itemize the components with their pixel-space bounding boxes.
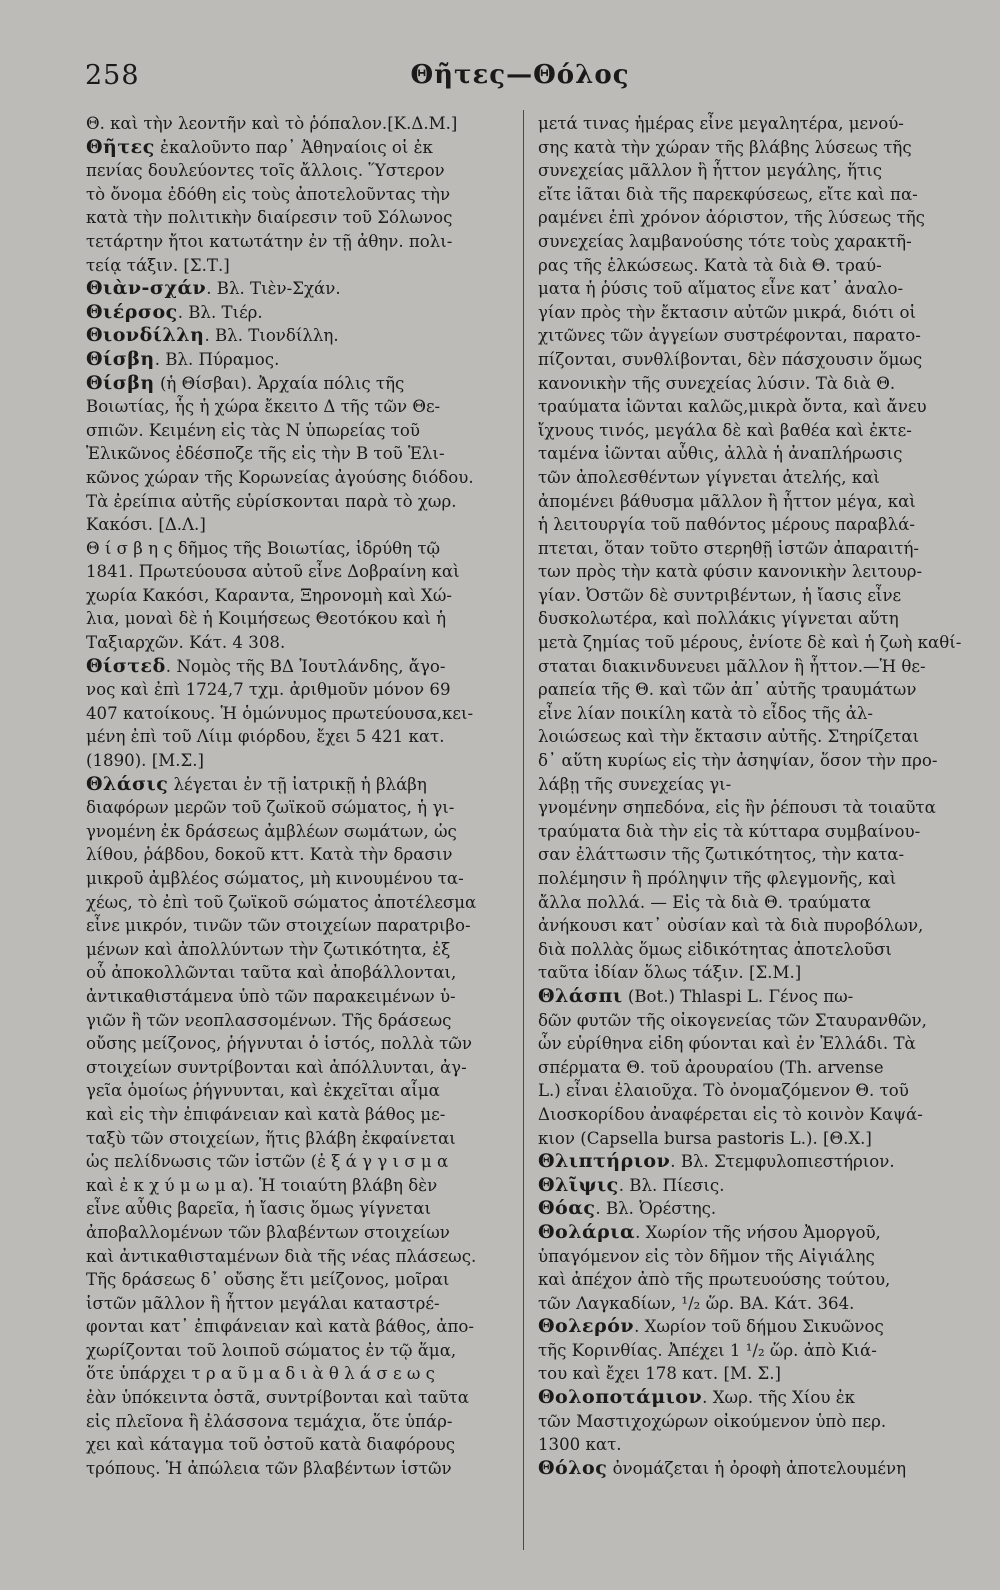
entry-text: νος καὶ ἐπὶ 1724,7 τχμ. ἀριθμοῦν μόνον 69	[86, 680, 451, 700]
text-line	[86, 1056, 512, 1080]
text-line	[86, 985, 512, 1009]
text-line	[538, 961, 962, 985]
text-line	[86, 725, 512, 749]
text-line	[86, 1079, 512, 1103]
entry-text: ταμένα ἰῶνται αὖθις, ἀλλὰ ἡ ἀναπλήρωσις	[538, 444, 903, 464]
text-line	[86, 867, 512, 891]
entry-text: . Βλ. Τιονδίλλη.	[204, 326, 339, 346]
entry-text: οὔσης μείζονος, ῥήγνυται ὁ ἱστός, πολλὰ τῶν	[86, 1034, 472, 1054]
entry-text: γιῶν ἢ τῶν νεοπλασσομένων. Τῆς δράσεως	[86, 1010, 452, 1030]
text-line	[538, 631, 962, 655]
entry-text: των πρὸς τὴν κατὰ φύσιν κανονικὴν λειτουρ-	[538, 562, 923, 582]
entry-text: . Βλ. Τιὲν-Σχάν.	[206, 279, 341, 299]
entry-headword: Θίστεδ	[86, 654, 166, 677]
entry-text: Βοιωτίας, ἧς ἡ χώρα ἔκειτο Δ τῆς τῶν Θε-	[86, 397, 441, 417]
text-line	[538, 725, 962, 749]
entry-text: εἶνε λίαν ποικίλη κατὰ τὸ εἶδος τῆς ἀλ-	[538, 703, 874, 723]
entry-text: Θ. καὶ τὴν λεοντῆν καὶ τὸ ῥόπαλον.[Κ.Δ.Μ.]	[86, 114, 458, 133]
text-line	[538, 1127, 962, 1151]
text-line	[538, 985, 962, 1009]
text-line	[86, 1127, 512, 1151]
entry-text: . Βλ. Τιέρ.	[177, 302, 263, 322]
text-line	[86, 631, 512, 655]
entry-text: ὀνομάζεται ἡ ὀροφὴ ἀποτελουμένη	[607, 1458, 907, 1478]
entry-text: (Bot.) Thlaspi L. Γένος πω-	[622, 986, 854, 1006]
entry-text: γεῖα ὁμοίως ῥήγνυνται, καὶ ἐκχεῖται αἷμα	[86, 1081, 440, 1101]
text-line	[538, 1268, 962, 1292]
entry-text: οὗ ἀποκολλῶνται ταῦτα καὶ ἀποβάλλονται,	[86, 963, 457, 983]
text-line	[538, 891, 962, 915]
text-line	[86, 1009, 512, 1033]
entry-text: γίαν. Ὀστῶν δὲ συντριβέντων, ἡ ἴασις εἶνε	[538, 585, 902, 605]
entry-headword: Θόας	[538, 1197, 596, 1220]
running-head: Θῆτες—Θόλος	[410, 60, 630, 90]
text-line	[538, 324, 962, 348]
entry-text: φονται κατ᾽ ἐπιφάνειαν καὶ κατὰ βάθος, ἀπο-	[86, 1317, 475, 1337]
text-line	[538, 136, 962, 160]
text-line	[538, 1362, 962, 1386]
entry-text: ραμένει ἐπὶ χρόνον ἀόριστον, τῆς λύσεως τῆς	[538, 208, 925, 228]
entry-text: λάβῃ τῆς συνεχείας γι-	[538, 774, 732, 794]
text-line	[538, 230, 962, 254]
entry-text: τῆς Κορινθίας. Ἀπέχει 1 ¹/₂ ὥρ. ἀπὸ Κιά-	[538, 1340, 877, 1360]
entry-text: διὰ πολλὰς ὅμως εἰδικότητας ἀποτελοῦσι	[538, 939, 892, 959]
entry-text: κανονικὴν τῆς συνεχείας λύσιν. Τὰ διὰ Θ.	[538, 373, 896, 393]
text-line	[86, 607, 512, 631]
entry-text: πενίας δουλεύοντες τοῖς ἄλλοις. Ὕστερον	[86, 161, 445, 181]
entry-text: εἴτε ἰᾶται διὰ τῆς παρεκφύσεως, εἴτε καὶ πα-	[538, 184, 918, 204]
text-line	[538, 1150, 962, 1174]
entry-text: ἐκαλοῦντο παρ᾽ Ἀθηναίοις οἱ ἐκ	[154, 137, 433, 157]
text-line	[538, 1174, 962, 1198]
entry-text: σαν ἐλάττωσιν τῆς ζωτικότητος, τὴν κατα-	[538, 845, 905, 865]
text-line	[86, 655, 512, 679]
text-line	[538, 1103, 962, 1127]
text-line	[86, 183, 512, 207]
text-line	[86, 1197, 512, 1221]
text-line	[86, 1433, 512, 1457]
text-line	[538, 1245, 962, 1269]
text-line	[86, 1339, 512, 1363]
text-line	[538, 560, 962, 584]
entry-text: ταξὺ τῶν στοιχείων, ἥτις βλάβη ἐκφαίνεται	[86, 1128, 456, 1148]
text-line	[86, 1292, 512, 1316]
text-line	[538, 1032, 962, 1056]
text-line	[538, 419, 962, 443]
entry-text: σταται διακινδυνευει μᾶλλον ἢ ἧττον.—Ἡ θε-	[538, 656, 926, 676]
entry-text: εἰς πλεῖονα ἢ ἐλάσσονα τεμάχια, ὅτε ὑπάρ-	[86, 1411, 453, 1431]
text-line	[538, 466, 962, 490]
entry-text: τραύματα ἰῶνται καλῶς,μικρὰ ὄντα, καὶ ἄνευ	[538, 397, 927, 417]
text-line	[538, 796, 962, 820]
entry-text: Τὰ ἐρείπια αὐτῆς εὑρίσκονται παρὰ τὸ χωρ.	[86, 491, 457, 511]
text-line	[538, 513, 962, 537]
text-line	[86, 1103, 512, 1127]
entry-text: λοιώσεως καὶ τὴν ἔκτασιν αὐτῆς. Στηρίζεται	[538, 727, 920, 747]
text-line	[538, 1009, 962, 1033]
page-number: 258	[85, 60, 140, 91]
right-column	[538, 112, 962, 1480]
entry-text: Κακόσι. [Δ.Λ.]	[86, 515, 206, 535]
entry-text: χωρία Κακόσι, Καραντα, Ξηρονομὴ καὶ Χώ-	[86, 585, 453, 605]
text-line	[538, 1410, 962, 1434]
text-line	[538, 1386, 962, 1410]
entry-text: δ᾽ αὕτη κυρίως εἰς τὴν ἀσηψίαν, ὅσον τὴν προ-	[538, 751, 938, 771]
text-line	[86, 1245, 512, 1269]
entry-headword: Θλιπτήριον	[538, 1150, 671, 1173]
entry-text: ὧν εὑρίθηνα εἰδη φύονται καὶ ἐν Ἑλλάδι. Τὰ	[538, 1034, 916, 1054]
entry-text: γνομένη ἐκ δράσεως ἀμβλέων σωμάτων, ὡς	[86, 821, 457, 841]
entry-text: . Βλ. Στεμφυλοπιεστήριον.	[670, 1152, 895, 1172]
text-line	[86, 702, 512, 726]
entry-headword: Θίσβη	[86, 371, 155, 394]
text-line	[86, 1315, 512, 1339]
text-line	[538, 206, 962, 230]
left-column	[86, 112, 512, 1480]
text-line	[86, 891, 512, 915]
entry-text: τραύματα διὰ τὴν εἰς τὰ κύτταρα συμβαίνου-	[538, 821, 921, 841]
entry-headword: Θιὰν-σχάν	[86, 277, 207, 300]
entry-text: χει καὶ κάταγμα τοῦ ὀστοῦ κατὰ διαφόρους	[86, 1435, 455, 1455]
entry-text: . Βλ. Ὀρέστης.	[595, 1199, 717, 1219]
text-line	[86, 466, 512, 490]
entry-text: ἴχνους τινός, μεγάλα δὲ καὶ βαθέα καὶ ἐκτε-	[538, 420, 912, 440]
entry-text: Θ ί σ β η ς δῆμος τῆς Βοιωτίας, ἱδρύθη τῷ	[86, 538, 441, 558]
entry-text: . Βλ. Πίεσις.	[618, 1175, 725, 1195]
text-line	[86, 348, 512, 372]
text-line	[86, 372, 512, 396]
entry-text: τῶν Λαγκαδίων, ¹/₂ ὥρ. ΒΑ. Κάτ. 364.	[538, 1293, 855, 1313]
text-line	[538, 348, 962, 372]
text-line	[86, 277, 512, 301]
text-line	[86, 230, 512, 254]
text-line	[538, 678, 962, 702]
text-line	[86, 1386, 512, 1410]
text-line	[86, 584, 512, 608]
entry-text: λίθου, ῥάβδου, δοκοῦ κττ. Κατὰ τὴν δρασιν	[86, 845, 453, 865]
text-line	[86, 820, 512, 844]
entry-text: κατὰ τὴν πολιτικὴν διαίρεσιν τοῦ Σόλωνος	[86, 208, 453, 228]
entry-text: 1300 κατ.	[538, 1435, 622, 1455]
entry-text: πίζονται, συνθλίβονται, δὲν πάσχουσιν ὅμως	[538, 349, 923, 369]
entry-text: 407 κατοίκους. Ἡ ὁμώνυμος πρωτεύουσα,κει-	[86, 703, 474, 723]
entry-text: εἶνε αὖθις βαρεῖα, ἡ ἴασις ὅμως γίγνεται	[86, 1199, 431, 1219]
text-line	[86, 773, 512, 797]
text-line	[86, 560, 512, 584]
entry-headword: Θολάρια	[538, 1220, 636, 1243]
entry-text: δῶν φυτῶν τῆς οἰκογενείας τῶν Σταυρανθῶν,	[538, 1010, 927, 1030]
text-line	[86, 254, 512, 278]
entry-text: σπιῶν. Κειμένη εἰς τὰς Ν ὑπωρείας τοῦ	[86, 420, 420, 440]
entry-headword: Θλάσπι	[538, 984, 623, 1007]
text-line	[86, 1150, 512, 1174]
text-line	[538, 159, 962, 183]
entry-headword: Θόλος	[538, 1456, 608, 1479]
text-line	[86, 490, 512, 514]
text-line	[538, 1221, 962, 1245]
entry-text: εἶνε μικρόν, τινῶν τῶν στοιχείων παρατριβο-	[86, 916, 471, 936]
entry-text: ἀνήκουσι κατ᾽ οὐσίαν καὶ τὰ διὰ πυροβόλων,	[538, 916, 924, 936]
entry-text: ἱστῶν μᾶλλον ἢ ἧττον μεγάλαι καταστρέ-	[86, 1293, 440, 1313]
text-line	[86, 938, 512, 962]
entry-text: Διοσκορίδου ἀναφέρεται εἰς τὸ κοινὸν Καψά-	[538, 1104, 923, 1124]
entry-text: τρόπους. Ἡ ἀπώλεια τῶν βλαβέντων ἱστῶν	[86, 1458, 452, 1478]
entry-text: ὅτε ὑπάρχει τ ρ α ῦ μ α δ ι ὰ θ λ ά σ ε ω ς	[86, 1364, 435, 1384]
text-line	[538, 537, 962, 561]
text-line	[86, 1221, 512, 1245]
entry-text: L.) εἶναι ἐλαιοῦχα. Τὸ ὀνομαζόμενον Θ. τοῦ	[538, 1081, 909, 1101]
text-line	[538, 607, 962, 631]
entry-text: ἀπομένει βάθυσμα μᾶλλον ἢ ἧττον μέγα, καὶ	[538, 491, 916, 511]
entry-text: . Χωρ. τῆς Χίου ἐκ	[702, 1388, 856, 1408]
text-line	[538, 1339, 962, 1363]
entry-text: ταῦτα ἰδίαν ὅλως τάξιν. [Σ.Μ.]	[538, 963, 802, 983]
text-line	[538, 655, 962, 679]
entry-text: Ἑλικῶνος ἐδέσποζε τῆς εἰς τὴν Β τοῦ Ἑλι-	[86, 444, 445, 464]
text-line	[86, 301, 512, 325]
text-line	[538, 1315, 962, 1339]
text-line	[86, 395, 512, 419]
entry-text: ματα ἡ ῥύσις τοῦ αἵματος εἶνε κατ᾽ ἀναλο-	[538, 279, 904, 299]
entry-text: ἡ λειτουργία τοῦ παθόντος μέρους παραβλά-	[538, 515, 915, 535]
entry-text: γνομένην σηπεδόνα, εἰς ἣν ῥέπουσι τὰ τοιαῦτα	[538, 798, 936, 818]
text-line	[86, 961, 512, 985]
entry-headword: Θλῖψις	[538, 1173, 619, 1196]
text-line	[538, 442, 962, 466]
text-line	[86, 419, 512, 443]
text-line	[86, 1174, 512, 1198]
text-line	[538, 702, 962, 726]
entry-headword: Θιονδίλλη	[86, 324, 205, 347]
entry-text: χιτῶνες τῶν ἀγγείων συστρέφονται, παρατο-	[538, 326, 921, 346]
entry-text: λια, μοναὶ δὲ ἡ Κοιμήσεως Θεοτόκου καὶ ἡ	[86, 609, 447, 629]
text-line	[86, 112, 512, 136]
entry-text: κῶνος χώραν τῆς Κορωνείας ἀγούσης διόδου.	[86, 467, 474, 487]
text-line	[86, 1410, 512, 1434]
text-line	[538, 1433, 962, 1457]
text-line	[86, 159, 512, 183]
entry-text: μικροῦ ἀμβλέος σώματος, μὴ κινουμένου τα-	[86, 869, 464, 888]
entry-text: τείᾳ τάξιν. [Σ.Τ.]	[86, 255, 230, 275]
text-line	[538, 1457, 962, 1481]
text-line	[538, 843, 962, 867]
entry-text: γίαν πρὸς τὴν ἔκτασιν αὐτῶν μικρά, διότι οἱ	[538, 302, 917, 322]
text-line	[538, 372, 962, 396]
entry-text: κιον (Capsella bursa pastoris L.). [Θ.Χ.]	[538, 1128, 872, 1148]
entry-text: . Χωρίον τῆς νήσου Ἀμοργοῦ,	[635, 1222, 881, 1242]
entry-text: μετά τινας ἡμέρας εἶνε μεγαλητέρα, μενού-	[538, 114, 904, 133]
text-line	[86, 678, 512, 702]
entry-text: . Χωρίον τοῦ δήμου Σικυῶνος	[634, 1317, 884, 1337]
text-line	[538, 112, 962, 136]
text-line	[538, 1079, 962, 1103]
column-divider	[523, 110, 524, 1550]
entry-text: σης κατὰ τὴν χώραν τῆς βλάβης λύσεως τῆς	[538, 137, 912, 157]
text-line	[538, 584, 962, 608]
entry-text: συνεχείας μᾶλλον ἢ ἧττον μεγάλης, ἥτις	[538, 161, 883, 181]
text-line	[86, 796, 512, 820]
entry-text: . Νομὸς τῆς ΒΔ Ἰουτλάνδης, ἄγο-	[165, 656, 446, 676]
entry-text: χέως, τὸ ἐπὶ τοῦ ζωϊκοῦ σώματος ἀποτέλεσμα	[86, 892, 477, 912]
text-line	[86, 1268, 512, 1292]
text-line	[86, 324, 512, 348]
entry-text: διαφόρων μερῶν τοῦ ζωϊκοῦ σώματος, ἡ γι-	[86, 798, 455, 818]
entry-headword: Θῆτες	[86, 135, 155, 158]
entry-text: ὑπαγόμενον εἰς τὸν δῆμον τῆς Αἰγιάλης	[538, 1246, 875, 1266]
entry-text: Ταξιαρχῶν. Κάτ. 4 308.	[86, 633, 286, 653]
entry-text: χωρίζονται τοῦ λοιποῦ σώματος ἐν τῷ ἅμα,	[86, 1340, 457, 1360]
text-line	[538, 395, 962, 419]
entry-text: τῶν Μαστιχοχώρων οἰκούμενον ὑπὸ περ.	[538, 1411, 887, 1431]
entry-text: τετάρτην ἤτοι κατωτάτην ἐν τῇ ἀθην. πολι-	[86, 231, 453, 251]
entry-headword: Θολερόν	[538, 1315, 635, 1338]
text-line	[86, 442, 512, 466]
entry-text: λέγεται ἐν τῇ ἰατρικῇ ἡ βλάβη	[168, 774, 427, 794]
entry-text: μένων καὶ ἀπολλύντων τὴν ζωτικότητα, ἐξ	[86, 939, 451, 959]
text-line	[86, 1362, 512, 1386]
text-line	[538, 749, 962, 773]
text-line	[86, 1457, 512, 1481]
entry-text: Τῆς δράσεως δ᾽ οὔσης ἔτι μείζονος, μοῖραι	[86, 1270, 450, 1290]
text-line	[538, 867, 962, 891]
entry-text: τῶν ἀπολεσθέντων γίγνεται ἀτελής, καὶ	[538, 467, 880, 487]
entry-text: καὶ εἰς τὴν ἐπιφάνειαν καὶ κατὰ βάθος με-	[86, 1104, 446, 1124]
text-line	[538, 938, 962, 962]
text-line	[538, 254, 962, 278]
entry-text: (ἡ Θίσβαι). Ἀρχαία πόλις τῆς	[154, 373, 405, 393]
entry-text: . Βλ. Πύραμος.	[154, 349, 280, 369]
entry-text: τὸ ὄνομα ἐδόθη εἰς τοὺς ἀποτελοῦντας τὴν	[86, 184, 451, 204]
text-line	[86, 843, 512, 867]
text-line	[538, 820, 962, 844]
entry-text: ἀποβαλλομένων τῶν βλαβέντων στοιχείων	[86, 1222, 450, 1242]
text-line	[86, 537, 512, 561]
entry-text: ἐὰν ὑπόκειντα ὀστᾶ, συντρίβονται καὶ ταῦτα	[86, 1388, 469, 1408]
entry-text: καὶ ἀπέχον ἀπὸ τῆς πρωτευούσης τούτου,	[538, 1270, 891, 1290]
entry-text: δυσκολωτέρα, καὶ πολλάκις γίγνεται αὕτη	[538, 609, 899, 629]
entry-text: στοιχείων συντρίβονται καὶ ἀπόλλυνται, ἀγ-	[86, 1057, 467, 1077]
text-line	[538, 1056, 962, 1080]
entry-text: 1841. Πρωτεύουσα αὐτοῦ εἶνε Δοβραίνη καὶ	[86, 562, 460, 582]
text-line	[538, 1292, 962, 1316]
text-line	[86, 1032, 512, 1056]
entry-text: ραπεία τῆς Θ. καὶ τῶν ἀπ᾽ αὐτῆς τραυμάτων	[538, 680, 917, 700]
entry-text: ἀντικαθιστάμενα ὑπὸ τῶν παρακειμένων ὑ-	[86, 986, 456, 1006]
text-line	[538, 183, 962, 207]
text-line	[538, 277, 962, 301]
text-line	[538, 914, 962, 938]
text-line	[86, 513, 512, 537]
text-line	[538, 490, 962, 514]
entry-text: ὡς πελίδνωσις τῶν ἱστῶν (ἐ ξ ά γ γ ι σ μ α	[86, 1152, 449, 1172]
entry-text: καὶ ἀντικαθισταμένων διὰ τῆς νέας πλάσεως.	[86, 1246, 477, 1266]
text-line	[86, 136, 512, 160]
entry-text: ἄλλα πολλά. — Εἰς τὰ διὰ Θ. τραύματα	[538, 892, 871, 912]
entry-text: μένη ἐπὶ τοῦ Λίιμ φιόρδου, ἔχει 5 421 κατ.	[86, 727, 445, 747]
text-line	[538, 773, 962, 797]
entry-text: του καὶ ἔχει 178 κατ. [Μ. Σ.]	[538, 1364, 781, 1384]
entry-text: μετὰ ζημίας τοῦ μέρους, ἐνίοτε δὲ καὶ ἡ ζωὴ καθί-	[538, 633, 962, 653]
entry-headword: Θιέρσος	[86, 300, 178, 323]
text-line	[538, 1197, 962, 1221]
text-line	[86, 749, 512, 773]
text-line	[86, 914, 512, 938]
entry-headword: Θίσβη	[86, 347, 155, 370]
entry-text: πτεται, ὅταν τοῦτο στερηθῇ ἱστῶν ἀπαραιτή-	[538, 538, 919, 558]
entry-text: πολέμησιν ἢ πρόληψιν τῆς φλεγμονῆς, καὶ	[538, 869, 897, 888]
entry-text: καὶ ἐ κ χ ύ μ ω μ α). Ἡ τοιαύτη βλάβη δὲν	[86, 1175, 438, 1195]
page-header	[80, 60, 960, 100]
text-line	[538, 301, 962, 325]
text-line	[86, 206, 512, 230]
entry-text: ρας τῆς ἑλκώσεως. Κατὰ τὰ διὰ Θ. τραύ-	[538, 255, 882, 275]
entry-headword: Θλάσις	[86, 772, 169, 795]
entry-text: (1890). [Μ.Σ.]	[86, 751, 204, 771]
entry-headword: Θολοποτάμιον	[538, 1386, 703, 1409]
entry-text: συνεχείας λαμβανούσης τότε τοὺς χαρακτῆ-	[538, 231, 912, 251]
entry-text: σπέρματα Θ. τοῦ ἀρουραίου (Th. arvense	[538, 1057, 884, 1077]
